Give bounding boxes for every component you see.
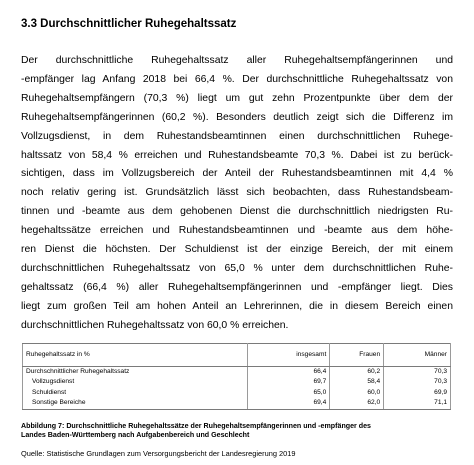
paragraph-line: Ruhegehaltsempfängern (70,3 %) liegt um gut zehn Prozentpunkte über dem der [21,92,453,104]
pension-rate-table [22,343,451,410]
cell-men: 70,3 [384,367,451,378]
row-label: Sonstige Bereiche [23,398,248,409]
section-heading: 3.3 Durchschnittlicher Ruhegehaltssatz [21,18,237,30]
cell-women: 62,0 [330,398,384,409]
caption-line: Landes Baden-Württemberg nach Aufgabenbereich und Geschlecht [21,431,250,440]
table-row [23,388,451,398]
header-men: Männer [384,344,451,367]
source-note: Quelle: Statistische Grundlagen zum Versorgungsbericht der Landesregierung 2019 [21,449,296,458]
table-row [23,377,451,387]
body-paragraph [21,52,453,336]
header-women: Frauen [330,344,384,367]
cell-women: 60,2 [330,367,384,378]
paragraph-line: durchschnittlichen Ruhegehaltssatz von 60,0 % erreichen. [21,319,289,331]
paragraph-line: Der durchschnittliche Ruhegehaltssatz aller Ruhegehaltsempfängerinnen und [21,55,453,66]
paragraph-line: gehaltssatz (66,4 %) aller Ruhegehaltsempfängerinnen und -empfänger liegt. Dies [21,281,453,293]
header-label: Ruhegehaltssatz in % [23,344,248,367]
paragraph-line: hegehaltssätze erreichen und Ruhestandsbeamtinnen und -beamte aus dem höhe- [21,225,453,237]
paragraph-line: tinnen und -beamte aus dem gehobenen Dienst die durchschnittlich niedrigsten Ru- [21,206,453,218]
table-row [23,398,451,409]
header-total: insgesamt [248,344,330,367]
paragraph-line: ren Dienst die höchsten. Der Schuldienst ist der einzige Bereich, der mit einem [21,244,453,256]
paragraph-line: Vollzugsdienst, in dem Ruhestandsbeamtinnen einen durchschnittlichen Ruhege- [21,130,453,142]
cell-women: 60,0 [330,388,384,398]
cell-men: 71,1 [384,398,451,409]
paragraph-line: Ruhegehaltsempfängerinnen (60,2 %). Besonders deutlich zeigt sich die Differenz im [21,111,453,123]
paragraph-line: -empfänger lag Anfang 2018 bei 66,4 %. Der durchschnittliche Ruhegehaltssatz von [21,73,453,85]
cell-women: 58,4 [330,377,384,387]
paragraph-line: sichtigen, dass im Vollzugsbereich der Anteil der Ruhestandsbeamtinnen mit 4,4 % [21,168,453,180]
table-row [23,367,451,378]
row-label: Schuldienst [23,388,248,398]
table-header-row [23,344,451,367]
cell-total: 69,4 [248,398,330,409]
figure-caption [21,422,453,441]
cell-men: 69,9 [384,388,451,398]
cell-total: 69,7 [248,377,330,387]
paragraph-line: liegt zum großen Teil am hohen Anteil an Lehrerinnen, die in diesem Bereich einen [21,300,453,312]
row-label: Vollzugsdienst [23,377,248,387]
paragraph-line: durchschnittlichen Ruhegehaltssatz von 65,0 % unter dem durchschnittlichen Ruhe- [21,262,453,274]
row-label: Durchschnittlicher Ruhegehaltssatz [23,367,248,378]
paragraph-line: noch relativ gering ist. Grundsätzlich lässt sich beobachten, dass Ruhestandsbeam- [21,187,453,199]
caption-line: Abbildung 7: Durchschnittliche Ruhegehaltssätze der Ruhegehaltsempfängerinnen und -empfänger des [21,422,372,430]
cell-total: 65,0 [248,388,330,398]
cell-men: 70,3 [384,377,451,387]
cell-total: 66,4 [248,367,330,378]
paragraph-line: haltssatz von 58,4 % erreichen und Ruhestandsbeamte 70,3 %. Dabei ist zu berück- [21,149,453,161]
